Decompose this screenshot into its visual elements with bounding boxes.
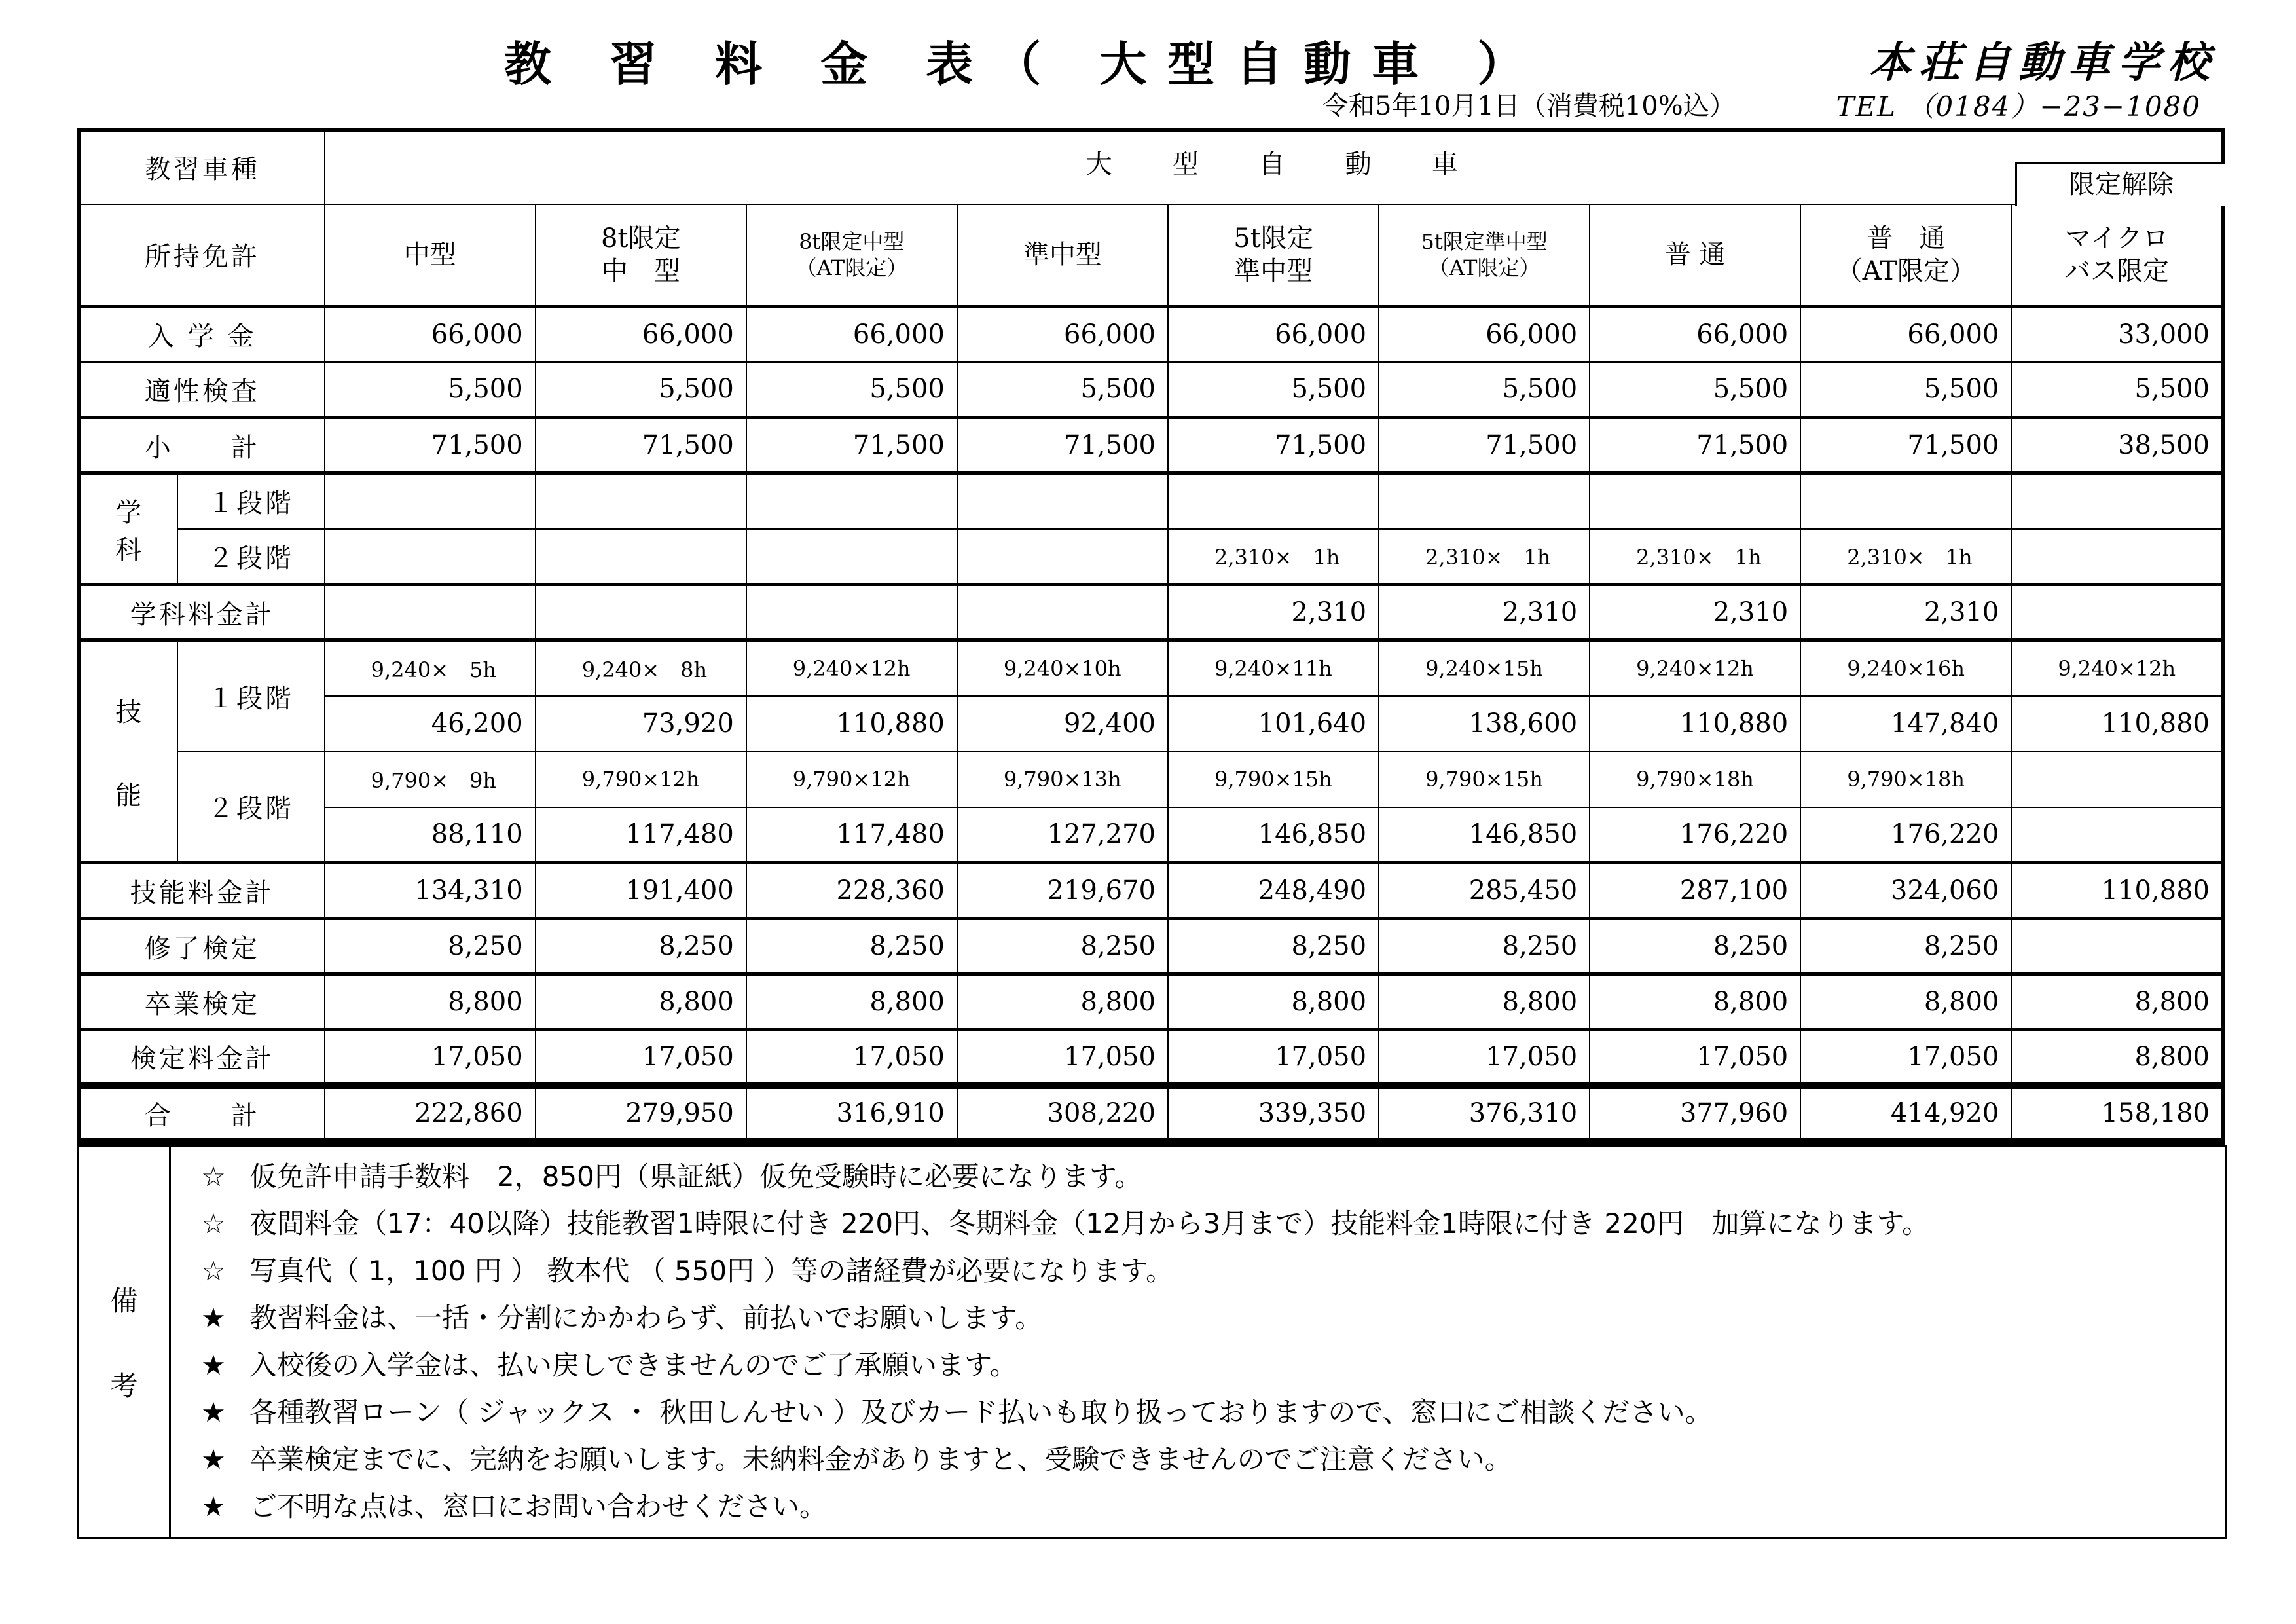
gakka-stage2-cell: 2,310× 1h: [1800, 529, 2011, 585]
gino-stage2-rate-cell: 9,790× 9h: [325, 752, 536, 807]
gino-stage2-rate-cell: [2011, 752, 2223, 807]
row-exam-total: [79, 1030, 2223, 1086]
grand-total-cell: 414,920: [1800, 1086, 2011, 1141]
grand-total-cell: 308,220: [957, 1086, 1168, 1141]
exam-total-cell: 17,050: [1379, 1030, 1590, 1086]
graduation-exam-cell: 8,800: [1379, 974, 1590, 1030]
gino-stage1-amount-cell: 101,640: [1168, 696, 1379, 752]
license-column-line: （AT限定）: [1836, 255, 1976, 286]
gino-stage2-rate-cell: 9,790×18h: [1590, 752, 1800, 807]
limit-release-label: 限定解除: [2015, 162, 2225, 206]
vehicle-type-label: 教習車種: [79, 130, 325, 204]
note-text: 写真代（ 1，100 円 ） 教本代 （ 550円 ）等の諸経費が必要になります。: [249, 1255, 1174, 1287]
gino-stage2-amount-cell: 146,850: [1379, 807, 1590, 863]
gino-stage2-amount-cell: 176,220: [1800, 807, 2011, 863]
gino-stage1-amount-cell: 147,840: [1800, 696, 2011, 752]
gino-stage1-rate-cell: 9,240×12h: [746, 640, 957, 696]
grand-total-cell: 339,350: [1168, 1086, 1379, 1141]
row-gino-total: [79, 863, 2223, 919]
subtotal-cell: 71,500: [746, 418, 957, 473]
gakka-label: [79, 473, 177, 585]
admission-cell: 33,000: [2011, 306, 2223, 362]
license-column-line: 中 型: [601, 255, 680, 286]
gakka-total-cell: 2,310: [1379, 585, 1590, 640]
gakka-total-cell: [2011, 585, 2223, 640]
gino-stage1-rate-cell: 9,240×15h: [1379, 640, 1590, 696]
row-gakka-stage2: [79, 529, 2223, 585]
admission-cell: 66,000: [1168, 306, 1379, 362]
note-line: [171, 1153, 2225, 1200]
gakka-total-cell: 2,310: [1168, 585, 1379, 640]
page-title: 教 習 料 金 表（ 大型自動車 ）: [504, 37, 1546, 92]
completion-exam-cell: 8,250: [536, 919, 746, 974]
gino-stage1-label: １段階: [177, 640, 325, 752]
notes-list: [170, 1146, 2226, 1538]
note-line: [171, 1436, 2225, 1483]
gino-total-cell: 110,880: [2011, 863, 2223, 919]
gakka-total-cell: 2,310: [1590, 585, 1800, 640]
gino-stage1-rate-cell: 9,240×16h: [1800, 640, 2011, 696]
gino-stage1-amount-cell: 110,880: [2011, 696, 2223, 752]
vehicle-name: 大 型 自 動 車: [325, 130, 2223, 204]
gakka-stage2-cell: [746, 529, 957, 585]
gino-stage1-rate-cell: 9,240×12h: [1590, 640, 1800, 696]
gino-stage1-rate-cell: 9,240× 5h: [325, 640, 536, 696]
note-text: 教習料金は、一括・分割にかかわらず、前払いでお願いします。: [249, 1302, 1043, 1334]
subtotal-cell: 71,500: [1800, 418, 2011, 473]
license-column-line: マイクロ: [2064, 223, 2169, 253]
note-line: [171, 1389, 2225, 1436]
admission-cell: 66,000: [746, 306, 957, 362]
aptitude-cell: 5,500: [325, 362, 536, 418]
gino-total-cell: 219,670: [957, 863, 1168, 919]
gino-stage2-label: ２段階: [177, 752, 325, 863]
note-text: 各種教習ローン（ ジャックス ・ 秋田しんせい ）及びカード払いも取り扱っておりますので、窓口にご相談ください。: [249, 1396, 1713, 1428]
gakka-stage2-cell: [2011, 529, 2223, 585]
aptitude-label: 適性検査: [79, 362, 325, 418]
aptitude-cell: 5,500: [957, 362, 1168, 418]
gakka-stage1-cell: [1168, 473, 1379, 529]
gakka-total-label: 学科料金計: [79, 585, 325, 640]
gakka-stage2-cell: [957, 529, 1168, 585]
aptitude-cell: 5,500: [746, 362, 957, 418]
license-column-header: [2011, 204, 2223, 306]
effective-date: 令和5年10月1日（消費税10%込）: [1322, 91, 1736, 121]
white-star-icon: ☆: [201, 1160, 226, 1192]
grand-total-label: 合 計: [79, 1086, 325, 1141]
gakka-stage1-cell: [536, 473, 746, 529]
gino-stage1-amount-cell: 46,200: [325, 696, 536, 752]
aptitude-cell: 5,500: [1590, 362, 1800, 418]
gino-label: [79, 640, 177, 863]
black-star-icon: ★: [201, 1302, 226, 1334]
row-aptitude: [79, 362, 2223, 418]
gino-stage2-amount-cell: 176,220: [1590, 807, 1800, 863]
gino-total-label: 技能料金計: [79, 863, 325, 919]
license-column-line: 8t限定: [600, 223, 681, 253]
gino-stage2-rate-cell: 9,790×15h: [1379, 752, 1590, 807]
row-subtotal: [79, 418, 2223, 473]
completion-exam-cell: 8,250: [1800, 919, 2011, 974]
gakka-stage2-cell: 2,310× 1h: [1590, 529, 1800, 585]
aptitude-cell: 5,500: [536, 362, 746, 418]
black-star-icon: ★: [201, 1349, 226, 1381]
exam-total-cell: 17,050: [957, 1030, 1168, 1086]
row-gino-stage1-amount: [79, 696, 2223, 752]
gino-stage2-rate-cell: 9,790×18h: [1800, 752, 2011, 807]
notes-label-a: 備: [110, 1285, 138, 1317]
license-column-line: バス限定: [2064, 255, 2170, 286]
gino-stage1-amount-cell: 73,920: [536, 696, 746, 752]
completion-exam-cell: 8,250: [325, 919, 536, 974]
graduation-exam-cell: 8,800: [746, 974, 957, 1030]
license-column-header: [536, 204, 746, 306]
row-gakka-total: [79, 585, 2223, 640]
gino-stage1-amount-cell: 110,880: [1590, 696, 1800, 752]
aptitude-cell: 5,500: [1168, 362, 1379, 418]
gakka-stage1-cell: [1590, 473, 1800, 529]
gakka-label-a: 学: [115, 497, 142, 528]
subtotal-cell: 71,500: [536, 418, 746, 473]
note-text: 入校後の入学金は、払い戻しできませんのでご了承願います。: [249, 1349, 1017, 1381]
completion-exam-cell: 8,250: [1168, 919, 1379, 974]
completion-exam-cell: 8,250: [1379, 919, 1590, 974]
gino-stage1-amount-cell: 92,400: [957, 696, 1168, 752]
gino-stage1-rate-cell: 9,240×12h: [2011, 640, 2223, 696]
gino-label-b: 能: [115, 780, 142, 811]
admission-cell: 66,000: [325, 306, 536, 362]
exam-total-cell: 8,800: [2011, 1030, 2223, 1086]
graduation-exam-cell: 8,800: [325, 974, 536, 1030]
graduation-exam-cell: 8,800: [1590, 974, 1800, 1030]
gakka-stage1-cell: [1379, 473, 1590, 529]
license-column-header: [1379, 204, 1590, 306]
gakka-stage1-cell: [746, 473, 957, 529]
gino-stage1-rate-cell: 9,240× 8h: [536, 640, 746, 696]
license-column-line: 準中型: [1023, 239, 1102, 270]
license-column-header: [746, 204, 957, 306]
note-text: 夜間料金（17：40以降）技能教習1時限に付き 220円、冬期料金（12月から3月まで）技能料金1時限に付き 220円 加算になります。: [249, 1208, 1930, 1240]
row-gakka-stage1: [79, 473, 2223, 529]
gino-total-cell: 324,060: [1800, 863, 2011, 919]
aptitude-cell: 5,500: [2011, 362, 2223, 418]
header-row-vehicle: [79, 130, 2223, 204]
exam-total-cell: 17,050: [1800, 1030, 2011, 1086]
gino-stage2-amount-cell: 146,850: [1168, 807, 1379, 863]
license-column-line: 5t限定: [1233, 223, 1313, 253]
row-graduation-exam: [79, 974, 2223, 1030]
admission-cell: 66,000: [1379, 306, 1590, 362]
gakka-total-cell: 2,310: [1800, 585, 2011, 640]
completion-exam-cell: 8,250: [746, 919, 957, 974]
gino-stage2-rate-cell: 9,790×15h: [1168, 752, 1379, 807]
gakka-stage1-cell: [1800, 473, 2011, 529]
license-column-header: [957, 204, 1168, 306]
grand-total-cell: 158,180: [2011, 1086, 2223, 1141]
completion-exam-cell: 8,250: [1590, 919, 1800, 974]
gakka-stage2-cell: [325, 529, 536, 585]
note-line: [171, 1342, 2225, 1389]
gino-stage2-rate-cell: 9,790×12h: [536, 752, 746, 807]
gino-total-cell: 287,100: [1590, 863, 1800, 919]
graduation-exam-cell: 8,800: [2011, 974, 2223, 1030]
exam-total-label: 検定料金計: [79, 1030, 325, 1086]
license-column-header: [1168, 204, 1379, 306]
note-line: [171, 1483, 2225, 1530]
notes-label: [79, 1146, 170, 1538]
header-row-license: [79, 204, 2223, 306]
subtotal-cell: 71,500: [1379, 418, 1590, 473]
grand-total-cell: 377,960: [1590, 1086, 1800, 1141]
exam-total-cell: 17,050: [536, 1030, 746, 1086]
gakka-stage2-cell: [536, 529, 746, 585]
gakka-total-cell: [325, 585, 536, 640]
subtotal-cell: 71,500: [325, 418, 536, 473]
license-column-header: [1800, 204, 2011, 306]
license-held-label: 所持免許: [79, 204, 325, 306]
subtotal-label: 小 計: [79, 418, 325, 473]
gino-total-cell: 191,400: [536, 863, 746, 919]
row-gino-stage2-rate: [79, 752, 2223, 807]
admission-cell: 66,000: [536, 306, 746, 362]
admission-cell: 66,000: [957, 306, 1168, 362]
row-gino-stage2-amount: [79, 807, 2223, 863]
graduation-exam-cell: 8,800: [1800, 974, 2011, 1030]
grand-total-cell: 222,860: [325, 1086, 536, 1141]
completion-exam-label: 修了検定: [79, 919, 325, 974]
gakka-stage2-label: ２段階: [177, 529, 325, 585]
grand-total-cell: 279,950: [536, 1086, 746, 1141]
fee-table: [77, 128, 2225, 1145]
gino-stage2-amount-cell: 127,270: [957, 807, 1168, 863]
license-column-line: （AT限定）: [795, 255, 908, 280]
license-column-line: 中型: [403, 239, 456, 270]
graduation-exam-cell: 8,800: [957, 974, 1168, 1030]
gino-stage2-amount-cell: [2011, 807, 2223, 863]
gino-stage2-amount-cell: 117,480: [536, 807, 746, 863]
gakka-stage1-label: １段階: [177, 473, 325, 529]
license-column-line: 準中型: [1234, 255, 1313, 286]
license-column-line: 5t限定準中型: [1421, 229, 1548, 254]
graduation-exam-label: 卒業検定: [79, 974, 325, 1030]
license-column-line: 普 通: [1867, 223, 1946, 253]
gakka-total-cell: [746, 585, 957, 640]
white-star-icon: ☆: [201, 1208, 226, 1240]
subtotal-cell: 71,500: [1590, 418, 1800, 473]
gino-label-a: 技: [115, 697, 142, 728]
license-column-line: （AT限定）: [1428, 255, 1540, 280]
row-completion-exam: [79, 919, 2223, 974]
graduation-exam-cell: 8,800: [536, 974, 746, 1030]
gino-total-cell: 134,310: [325, 863, 536, 919]
graduation-exam-cell: 8,800: [1168, 974, 1379, 1030]
phone-number: TEL （0184）−23−1080: [1836, 90, 2201, 122]
gakka-stage2-cell: 2,310× 1h: [1379, 529, 1590, 585]
exam-total-cell: 17,050: [1168, 1030, 1379, 1086]
license-column-header: [1590, 204, 1800, 306]
gino-stage2-amount-cell: 117,480: [746, 807, 957, 863]
gakka-stage1-cell: [957, 473, 1168, 529]
row-grand-total: [79, 1086, 2223, 1141]
note-text: 仮免許申請手数料 2，850円（県証紙）仮免受験時に必要になります。: [249, 1160, 1142, 1192]
gakka-stage2-cell: 2,310× 1h: [1168, 529, 1379, 585]
admission-label: 入 学 金: [79, 306, 325, 362]
gino-stage2-rate-cell: 9,790×13h: [957, 752, 1168, 807]
white-star-icon: ☆: [201, 1255, 226, 1287]
note-line: [171, 1200, 2225, 1247]
subtotal-cell: 71,500: [1168, 418, 1379, 473]
gino-stage2-amount-cell: 88,110: [325, 807, 536, 863]
gino-stage1-amount-cell: 138,600: [1379, 696, 1590, 752]
gakka-stage1-cell: [2011, 473, 2223, 529]
exam-total-cell: 17,050: [746, 1030, 957, 1086]
license-column-line: 8t限定中型: [799, 229, 905, 254]
note-text: ご不明な点は、窓口にお問い合わせください。: [249, 1490, 828, 1522]
note-line: [171, 1247, 2225, 1295]
gino-total-cell: 285,450: [1379, 863, 1590, 919]
notes-label-b: 考: [110, 1370, 138, 1402]
completion-exam-cell: 8,250: [957, 919, 1168, 974]
black-star-icon: ★: [201, 1490, 226, 1522]
note-line: [171, 1295, 2225, 1342]
notes-box: [77, 1145, 2227, 1539]
gakka-stage1-cell: [325, 473, 536, 529]
black-star-icon: ★: [201, 1396, 226, 1428]
completion-exam-cell: [2011, 919, 2223, 974]
admission-cell: 66,000: [1800, 306, 2011, 362]
gino-stage2-rate-cell: 9,790×12h: [746, 752, 957, 807]
gino-total-cell: 248,490: [1168, 863, 1379, 919]
grand-total-cell: 316,910: [746, 1086, 957, 1141]
row-admission: [79, 306, 2223, 362]
gino-stage1-rate-cell: 9,240×11h: [1168, 640, 1379, 696]
grand-total-cell: 376,310: [1379, 1086, 1590, 1141]
aptitude-cell: 5,500: [1379, 362, 1590, 418]
gino-total-cell: 228,360: [746, 863, 957, 919]
note-text: 卒業検定までに、完納をお願いします。未納料金がありますと、受験できませんのでご注意ください。: [249, 1443, 1512, 1475]
aptitude-cell: 5,500: [1800, 362, 2011, 418]
gino-stage1-rate-cell: 9,240×10h: [957, 640, 1168, 696]
subtotal-cell: 71,500: [957, 418, 1168, 473]
gakka-label-b: 科: [115, 534, 142, 565]
gakka-total-cell: [957, 585, 1168, 640]
license-column-header: [325, 204, 536, 306]
gakka-total-cell: [536, 585, 746, 640]
subtotal-cell: 38,500: [2011, 418, 2223, 473]
exam-total-cell: 17,050: [325, 1030, 536, 1086]
exam-total-cell: 17,050: [1590, 1030, 1800, 1086]
school-name: 本荘自動車学校: [1869, 39, 2217, 87]
admission-cell: 66,000: [1590, 306, 1800, 362]
black-star-icon: ★: [201, 1443, 226, 1475]
gino-stage1-amount-cell: 110,880: [746, 696, 957, 752]
license-column-line: 普 通: [1664, 239, 1726, 270]
row-gino-stage1-rate: [79, 640, 2223, 696]
